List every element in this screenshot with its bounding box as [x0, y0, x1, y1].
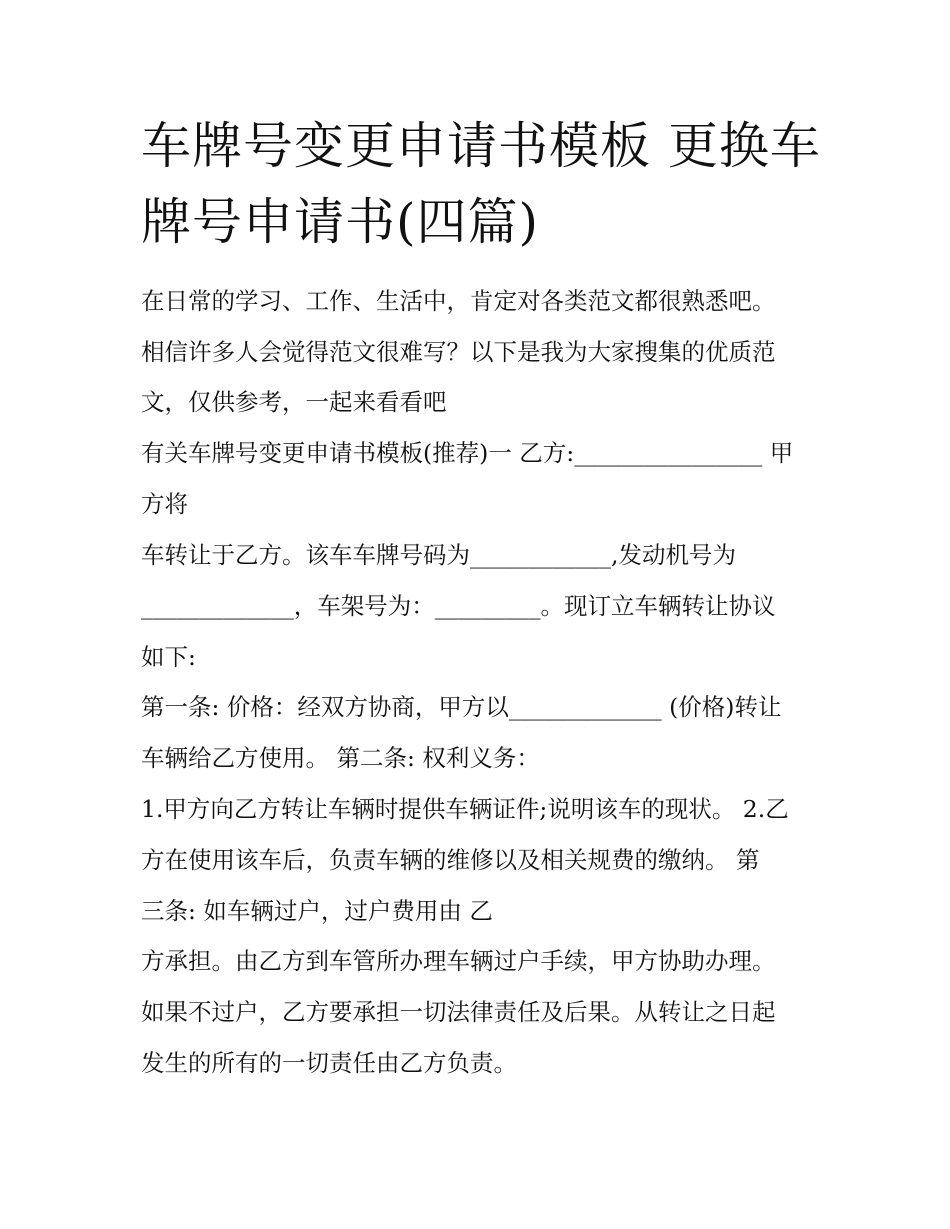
title-line: 牌号申请书(四篇)	[141, 193, 540, 251]
body-line: 文，仅供参考，一起来看看吧	[141, 388, 447, 416]
body-line: 方在使用该车后，负责车辆的维修以及相关规费的缴纳。 第	[141, 846, 760, 874]
body-line: 1.甲方向乙方转让车辆时提供车辆证件;说明该车的现状。 2.乙	[141, 795, 789, 823]
body-line: 车转让于乙方。该车车牌号码为____________,发动机号为	[141, 541, 736, 569]
body-line: 在日常的学习、工作、生活中，肯定对各类范文都很熟悉吧。	[141, 287, 776, 315]
body-line: 三条: 如车辆过户，过户费用由 乙	[141, 897, 493, 925]
body-line: 发生的所有的一切责任由乙方负责。	[141, 1049, 517, 1077]
body-line: 方承担。由乙方到车管所办理车辆过户手续，甲方协助办理。	[141, 947, 776, 975]
title-line: 车牌号变更申请书模板 更换车	[141, 117, 821, 175]
body-line: 如果不过户，乙方要承担一切法律责任及后果。从转让之日起	[141, 998, 776, 1026]
body-line: 方将	[141, 490, 188, 518]
body-line: 有关车牌号变更申请书模板(推荐)一 乙方:________________ 甲	[141, 439, 794, 467]
body-line: 第一条: 价格：经双方协商，甲方以_____________ (价格)转让	[141, 693, 782, 721]
body-line: 车辆给乙方使用。 第二条: 权利义务：	[141, 744, 540, 772]
document-title	[141, 108, 841, 260]
body-line: 相信许多人会觉得范文很难写？以下是我为大家搜集的优质范	[141, 338, 776, 366]
body-line: 如下:	[141, 643, 196, 671]
body-line: _____________，车架号为：_________。现订立车辆转让协议	[141, 592, 776, 620]
